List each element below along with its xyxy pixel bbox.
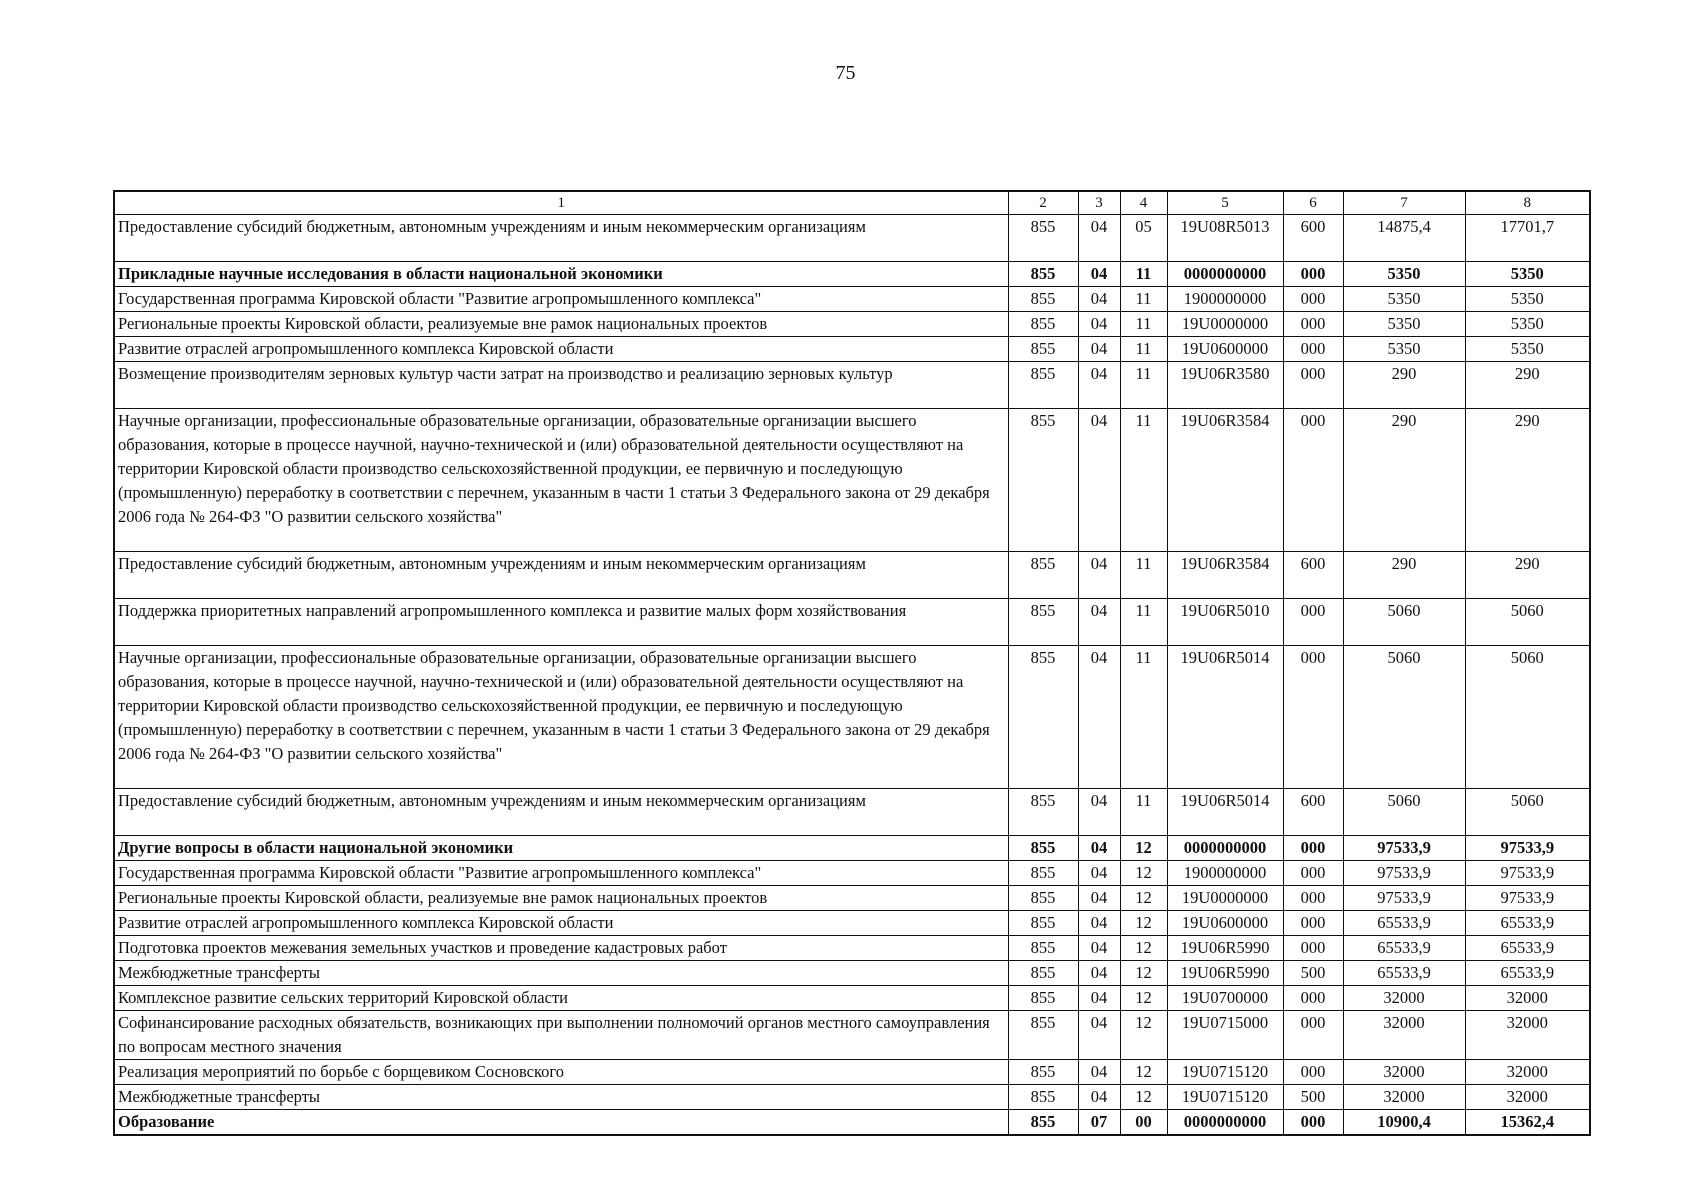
- row-expense-type: 500: [1283, 961, 1343, 986]
- row-expense-type: 000: [1283, 911, 1343, 936]
- row-subsection: 12: [1120, 986, 1167, 1011]
- header-col-7: 7: [1343, 191, 1465, 215]
- row-amount-year-1: 32000: [1343, 1085, 1465, 1110]
- row-expense-type: 000: [1283, 1011, 1343, 1060]
- row-subsection: 12: [1120, 861, 1167, 886]
- row-expense-type: 000: [1283, 646, 1343, 789]
- row-target-article: 19U0600000: [1167, 337, 1283, 362]
- row-amount-year-1: 5350: [1343, 312, 1465, 337]
- row-section: 04: [1078, 861, 1120, 886]
- row-target-article: 0000000000: [1167, 262, 1283, 287]
- table-row: [114, 911, 1590, 936]
- row-amount-year-2: 5350: [1465, 287, 1590, 312]
- row-section: 04: [1078, 599, 1120, 646]
- row-subsection: 11: [1120, 599, 1167, 646]
- row-name: Государственная программа Кировской области "Развитие агропромышленного комплекса": [114, 861, 1008, 886]
- row-expense-type: 500: [1283, 1085, 1343, 1110]
- row-expense-type: 000: [1283, 886, 1343, 911]
- row-ved-code: 855: [1008, 552, 1078, 599]
- row-ved-code: 855: [1008, 337, 1078, 362]
- row-target-article: 19U06R3580: [1167, 362, 1283, 409]
- row-target-article: 19U0715120: [1167, 1060, 1283, 1085]
- row-ved-code: 855: [1008, 215, 1078, 262]
- row-expense-type: 000: [1283, 1060, 1343, 1085]
- row-name: Прикладные научные исследования в области национальной экономики: [114, 262, 1008, 287]
- row-name: Поддержка приоритетных направлений агропромышленного комплекса и развитие малых форм хозяйствования: [114, 599, 1008, 646]
- row-amount-year-2: 5350: [1465, 312, 1590, 337]
- row-target-article: 19U06R5010: [1167, 599, 1283, 646]
- table-row: [114, 1011, 1590, 1060]
- row-ved-code: 855: [1008, 861, 1078, 886]
- row-amount-year-1: 65533,9: [1343, 911, 1465, 936]
- row-amount-year-1: 5350: [1343, 287, 1465, 312]
- row-amount-year-1: 32000: [1343, 1011, 1465, 1060]
- row-subsection: 11: [1120, 262, 1167, 287]
- row-section: 04: [1078, 1060, 1120, 1085]
- row-name: Межбюджетные трансферты: [114, 961, 1008, 986]
- row-amount-year-2: 32000: [1465, 1060, 1590, 1085]
- row-expense-type: 600: [1283, 552, 1343, 599]
- row-expense-type: 000: [1283, 986, 1343, 1011]
- row-expense-type: 000: [1283, 287, 1343, 312]
- table-row: [114, 936, 1590, 961]
- row-amount-year-2: 5060: [1465, 599, 1590, 646]
- row-name: Региональные проекты Кировской области, реализуемые вне рамок национальных проектов: [114, 886, 1008, 911]
- row-amount-year-1: 5350: [1343, 262, 1465, 287]
- row-target-article: 19U0715000: [1167, 1011, 1283, 1060]
- table-row: [114, 337, 1590, 362]
- row-subsection: 11: [1120, 312, 1167, 337]
- row-expense-type: 000: [1283, 262, 1343, 287]
- row-name: Предоставление субсидий бюджетным, автономным учреждениям и иным некоммерческим организациям: [114, 552, 1008, 599]
- header-col-3: 3: [1078, 191, 1120, 215]
- row-section: 04: [1078, 312, 1120, 337]
- row-expense-type: 000: [1283, 861, 1343, 886]
- row-target-article: 19U0000000: [1167, 886, 1283, 911]
- row-amount-year-1: 65533,9: [1343, 961, 1465, 986]
- row-subsection: 11: [1120, 362, 1167, 409]
- row-expense-type: 000: [1283, 337, 1343, 362]
- table-row: [114, 1110, 1590, 1136]
- row-name: Софинансирование расходных обязательств, возникающих при выполнении полномочий органов местного самоуправления по вопросам местного значения: [114, 1011, 1008, 1060]
- header-col-2: 2: [1008, 191, 1078, 215]
- row-target-article: 19U06R3584: [1167, 409, 1283, 552]
- row-ved-code: 855: [1008, 961, 1078, 986]
- row-amount-year-2: 65533,9: [1465, 961, 1590, 986]
- row-name: Комплексное развитие сельских территорий Кировской области: [114, 986, 1008, 1011]
- row-target-article: 0000000000: [1167, 1110, 1283, 1136]
- row-expense-type: 600: [1283, 789, 1343, 836]
- row-section: 04: [1078, 646, 1120, 789]
- header-col-1: 1: [114, 191, 1008, 215]
- row-name: Подготовка проектов межевания земельных участков и проведение кадастровых работ: [114, 936, 1008, 961]
- row-expense-type: 000: [1283, 362, 1343, 409]
- table-row: [114, 409, 1590, 552]
- row-ved-code: 855: [1008, 936, 1078, 961]
- row-section: 04: [1078, 1085, 1120, 1110]
- row-ved-code: 855: [1008, 599, 1078, 646]
- row-section: 04: [1078, 836, 1120, 861]
- row-name: Предоставление субсидий бюджетным, автономным учреждениям и иным некоммерческим организациям: [114, 215, 1008, 262]
- row-amount-year-1: 32000: [1343, 986, 1465, 1011]
- row-target-article: 19U06R5990: [1167, 936, 1283, 961]
- row-amount-year-2: 5350: [1465, 337, 1590, 362]
- row-amount-year-2: 97533,9: [1465, 836, 1590, 861]
- table-row: [114, 215, 1590, 262]
- row-subsection: 11: [1120, 552, 1167, 599]
- row-section: 04: [1078, 789, 1120, 836]
- row-amount-year-2: 32000: [1465, 1011, 1590, 1060]
- row-target-article: 19U0700000: [1167, 986, 1283, 1011]
- table-row: [114, 961, 1590, 986]
- row-amount-year-1: 5060: [1343, 789, 1465, 836]
- row-ved-code: 855: [1008, 312, 1078, 337]
- row-amount-year-2: 290: [1465, 362, 1590, 409]
- row-subsection: 11: [1120, 287, 1167, 312]
- table-row: [114, 836, 1590, 861]
- row-amount-year-1: 14875,4: [1343, 215, 1465, 262]
- table-body: [114, 215, 1590, 1136]
- row-subsection: 12: [1120, 836, 1167, 861]
- header-col-5: 5: [1167, 191, 1283, 215]
- row-subsection: 12: [1120, 961, 1167, 986]
- row-ved-code: 855: [1008, 886, 1078, 911]
- row-subsection: 11: [1120, 789, 1167, 836]
- row-subsection: 11: [1120, 337, 1167, 362]
- row-target-article: 19U06R5014: [1167, 646, 1283, 789]
- row-ved-code: 855: [1008, 409, 1078, 552]
- row-target-article: 19U06R5990: [1167, 961, 1283, 986]
- row-target-article: 0000000000: [1167, 836, 1283, 861]
- row-amount-year-2: 97533,9: [1465, 861, 1590, 886]
- row-expense-type: 000: [1283, 936, 1343, 961]
- row-ved-code: 855: [1008, 986, 1078, 1011]
- row-subsection: 11: [1120, 646, 1167, 789]
- row-amount-year-1: 10900,4: [1343, 1110, 1465, 1136]
- row-ved-code: 855: [1008, 1085, 1078, 1110]
- row-section: 04: [1078, 409, 1120, 552]
- row-section: 04: [1078, 337, 1120, 362]
- row-target-article: 19U08R5013: [1167, 215, 1283, 262]
- row-section: 04: [1078, 262, 1120, 287]
- row-amount-year-2: 65533,9: [1465, 936, 1590, 961]
- row-ved-code: 855: [1008, 1060, 1078, 1085]
- row-amount-year-2: 5350: [1465, 262, 1590, 287]
- row-name: Развитие отраслей агропромышленного комплекса Кировской области: [114, 337, 1008, 362]
- row-amount-year-2: 17701,7: [1465, 215, 1590, 262]
- header-col-4: 4: [1120, 191, 1167, 215]
- row-section: 04: [1078, 287, 1120, 312]
- table-row: [114, 646, 1590, 789]
- row-subsection: 12: [1120, 1060, 1167, 1085]
- row-amount-year-2: 97533,9: [1465, 886, 1590, 911]
- table-row: [114, 552, 1590, 599]
- row-subsection: 00: [1120, 1110, 1167, 1136]
- row-name: Предоставление субсидий бюджетным, автономным учреждениям и иным некоммерческим организациям: [114, 789, 1008, 836]
- row-expense-type: 000: [1283, 312, 1343, 337]
- table-row: [114, 861, 1590, 886]
- row-section: 04: [1078, 986, 1120, 1011]
- row-amount-year-1: 290: [1343, 552, 1465, 599]
- row-expense-type: 600: [1283, 215, 1343, 262]
- row-name: Реализация мероприятий по борьбе с борщевиком Сосновского: [114, 1060, 1008, 1085]
- table-row: [114, 886, 1590, 911]
- row-section: 04: [1078, 886, 1120, 911]
- row-subsection: 11: [1120, 409, 1167, 552]
- row-subsection: 12: [1120, 886, 1167, 911]
- row-amount-year-2: 5060: [1465, 789, 1590, 836]
- row-section: 04: [1078, 911, 1120, 936]
- table-row: [114, 287, 1590, 312]
- row-amount-year-2: 32000: [1465, 986, 1590, 1011]
- page-number: 75: [835, 62, 856, 84]
- row-target-article: 1900000000: [1167, 287, 1283, 312]
- row-name: Межбюджетные трансферты: [114, 1085, 1008, 1110]
- table-row: [114, 262, 1590, 287]
- table-row: [114, 1060, 1590, 1085]
- row-amount-year-1: 290: [1343, 362, 1465, 409]
- row-name: Научные организации, профессиональные образовательные организации, образовательные организации высшего образования, которые в процессе научной, научно-технической и (или) образовательной деятельности осуществляют на территории Кировской области производство сельскохозяйственной продукции, ее первичную и последующую (промышленную) переработку в соответствии с перечнем, указанным в части 1 статьи 3 Федерального закона от 29 декабря 2006 года № 264-ФЗ "О развитии сельского хозяйства": [114, 409, 1008, 552]
- row-amount-year-2: 290: [1465, 409, 1590, 552]
- row-name: Образование: [114, 1110, 1008, 1136]
- row-ved-code: 855: [1008, 1110, 1078, 1136]
- row-expense-type: 000: [1283, 1110, 1343, 1136]
- row-target-article: 19U0000000: [1167, 312, 1283, 337]
- row-name: Другие вопросы в области национальной экономики: [114, 836, 1008, 861]
- row-amount-year-2: 32000: [1465, 1085, 1590, 1110]
- row-target-article: 19U06R5014: [1167, 789, 1283, 836]
- row-section: 04: [1078, 362, 1120, 409]
- row-target-article: 1900000000: [1167, 861, 1283, 886]
- row-expense-type: 000: [1283, 836, 1343, 861]
- row-amount-year-1: 97533,9: [1343, 836, 1465, 861]
- row-target-article: 19U0715120: [1167, 1085, 1283, 1110]
- row-ved-code: 855: [1008, 362, 1078, 409]
- table-header-row: [114, 191, 1590, 215]
- row-amount-year-1: 290: [1343, 409, 1465, 552]
- table-row: [114, 362, 1590, 409]
- table-row: [114, 599, 1590, 646]
- row-ved-code: 855: [1008, 789, 1078, 836]
- table-row: [114, 986, 1590, 1011]
- row-ved-code: 855: [1008, 287, 1078, 312]
- row-amount-year-1: 5060: [1343, 599, 1465, 646]
- row-amount-year-1: 32000: [1343, 1060, 1465, 1085]
- row-amount-year-2: 290: [1465, 552, 1590, 599]
- row-amount-year-2: 15362,4: [1465, 1110, 1590, 1136]
- table-row: [114, 312, 1590, 337]
- row-section: 04: [1078, 552, 1120, 599]
- row-subsection: 12: [1120, 1085, 1167, 1110]
- table-row: [114, 1085, 1590, 1110]
- row-ved-code: 855: [1008, 262, 1078, 287]
- row-section: 07: [1078, 1110, 1120, 1136]
- row-expense-type: 000: [1283, 599, 1343, 646]
- row-amount-year-1: 5350: [1343, 337, 1465, 362]
- row-section: 04: [1078, 1011, 1120, 1060]
- row-ved-code: 855: [1008, 646, 1078, 789]
- row-ved-code: 855: [1008, 836, 1078, 861]
- row-amount-year-2: 5060: [1465, 646, 1590, 789]
- row-subsection: 12: [1120, 936, 1167, 961]
- row-ved-code: 855: [1008, 911, 1078, 936]
- header-col-8: 8: [1465, 191, 1590, 215]
- row-ved-code: 855: [1008, 1011, 1078, 1060]
- row-target-article: 19U06R3584: [1167, 552, 1283, 599]
- row-amount-year-1: 5060: [1343, 646, 1465, 789]
- header-col-6: 6: [1283, 191, 1343, 215]
- budget-table: [113, 190, 1591, 1136]
- row-target-article: 19U0600000: [1167, 911, 1283, 936]
- table-row: [114, 789, 1590, 836]
- row-amount-year-2: 65533,9: [1465, 911, 1590, 936]
- row-section: 04: [1078, 936, 1120, 961]
- row-section: 04: [1078, 215, 1120, 262]
- row-amount-year-1: 97533,9: [1343, 861, 1465, 886]
- row-expense-type: 000: [1283, 409, 1343, 552]
- row-name: Государственная программа Кировской области "Развитие агропромышленного комплекса": [114, 287, 1008, 312]
- row-name: Развитие отраслей агропромышленного комплекса Кировской области: [114, 911, 1008, 936]
- row-name: Научные организации, профессиональные образовательные организации, образовательные организации высшего образования, которые в процессе научной, научно-технической и (или) образовательной деятельности осуществляют на территории Кировской области производство сельскохозяйственной продукции, ее первичную и последующую (промышленную) переработку в соответствии с перечнем, указанным в части 1 статьи 3 Федерального закона от 29 декабря 2006 года № 264-ФЗ "О развитии сельского хозяйства": [114, 646, 1008, 789]
- row-name: Региональные проекты Кировской области, реализуемые вне рамок национальных проектов: [114, 312, 1008, 337]
- row-amount-year-1: 65533,9: [1343, 936, 1465, 961]
- row-subsection: 05: [1120, 215, 1167, 262]
- row-name: Возмещение производителям зерновых культур части затрат на производство и реализацию зерновых культур: [114, 362, 1008, 409]
- row-amount-year-1: 97533,9: [1343, 886, 1465, 911]
- row-subsection: 12: [1120, 1011, 1167, 1060]
- row-section: 04: [1078, 961, 1120, 986]
- row-subsection: 12: [1120, 911, 1167, 936]
